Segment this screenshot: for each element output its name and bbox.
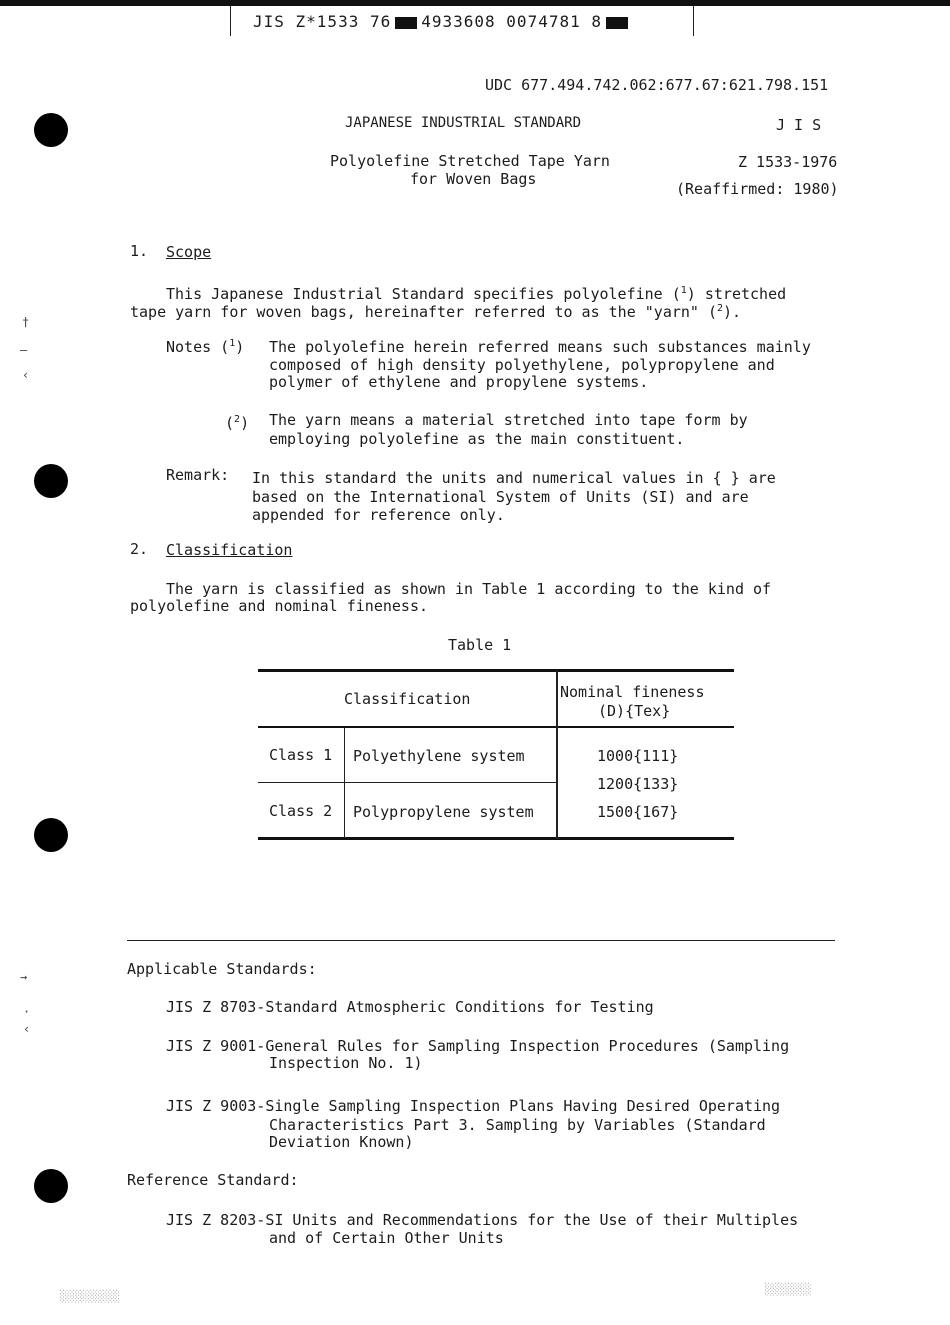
barcode-block-icon [395,17,417,29]
remark-line-3: appended for reference only. [252,506,505,524]
row-2-class: Class 2 [269,802,333,820]
reference-standard-1-line-1: JIS Z 8203-SI Units and Recommendations for the Use of their Multiples [166,1211,799,1229]
row-1-class: Class 1 [269,746,333,764]
margin-mark-icon: ‹ [22,368,30,382]
note-2-label: ($^2$) [225,414,250,432]
document-title-line-2: for Woven Bags [410,170,537,188]
note-1-line-1: The polyolefine herein referred means such substances mainly [269,338,811,356]
fineness-value-3: 1500{167} [597,803,679,821]
udc-code: UDC 677.494.742.062:677.67:621.798.151 [485,76,829,94]
note-1-line-2: composed of high density polyethylene, polypropylene and [269,356,775,374]
table-caption: Table 1 [448,636,512,654]
barcode-header [253,12,632,31]
table-column-divider [556,671,558,839]
classification-paragraph-line-2: polyolefine and nominal fineness. [130,597,429,615]
barcode-text-2: 4933608 0074781 8 [421,12,602,31]
reference-standard-1-line-2: and of Certain Other Units [269,1229,504,1247]
margin-mark-icon: → [20,970,28,984]
standard-number: Z 1533-1976 [738,153,838,171]
applicable-standard-3-line-1: JIS Z 9003-Single Sampling Inspection Plans Having Desired Operating [166,1097,781,1115]
header-classification: Classification [344,690,471,708]
table-subcolumn-divider [344,728,345,838]
scope-paragraph-line-2: tape yarn for woven bags, hereinafter referred to as the "yarn" ($^2$). [130,303,742,321]
margin-mark-icon: ‹ [23,1022,31,1036]
scan-noise-icon: ░░░░░░░ [765,1283,812,1296]
note-1-line-3: polymer of ethylene and propylene systems. [269,373,649,391]
punch-hole-icon [34,1169,68,1203]
section-1-number: 1. [130,242,149,260]
document-title-line-1: Polyolefine Stretched Tape Yarn [330,152,610,170]
header-fineness-line-2: (D){Tex} [598,702,671,720]
fineness-value-1: 1000{111} [597,747,679,765]
reference-standard-heading: Reference Standard: [127,1171,299,1189]
applicable-standard-3-line-3: Deviation Known) [269,1133,414,1151]
table-row-divider [258,782,558,783]
scan-noise-icon: ░░░░░░░░░ [60,1290,120,1303]
reaffirmed-date: (Reaffirmed: 1980) [676,180,839,198]
punch-hole-icon [34,113,68,147]
applicable-standard-2-line-2: Inspection No. 1) [269,1054,423,1072]
table-header-rule [258,726,734,728]
footer-separator [127,940,835,941]
punch-hole-icon [34,464,68,498]
row-1-system: Polyethylene system [353,747,525,765]
section-2-number: 2. [130,540,149,558]
table-bottom-rule [258,837,734,840]
row-2-system: Polypropylene system [353,803,534,821]
margin-mark-icon: — [20,343,28,357]
fineness-value-2: 1200{133} [597,775,679,793]
section-1-heading: Scope [166,243,212,261]
punch-hole-icon [34,818,68,852]
barcode-block-icon [606,17,628,29]
applicable-standard-1: JIS Z 8703-Standard Atmospheric Conditions for Testing [166,998,654,1016]
applicable-standards-heading: Applicable Standards: [127,960,317,978]
remark-line-1: In this standard the units and numerical values in { } are [252,469,776,487]
note-2-line-2: employing polyolefine as the main constituent. [269,430,685,448]
section-2-heading: Classification [166,541,293,559]
applicable-standard-2-line-1: JIS Z 9001-General Rules for Sampling Inspection Procedures (Sampling [166,1037,790,1055]
remark-line-2: based on the International System of Units (SI) and are [252,488,749,506]
barcode-text-1: JIS Z*1533 76 [253,12,392,31]
applicable-standard-3-line-2: Characteristics Part 3. Sampling by Variables (Standard [269,1116,766,1134]
classification-paragraph-line-1: The yarn is classified as shown in Table 1 according to the kind of [166,580,772,598]
margin-mark-icon: † [22,315,30,329]
header-fineness-line-1: Nominal fineness [560,683,705,701]
notes-label: Notes ($^1$) [166,338,245,356]
organization-title: JAPANESE INDUSTRIAL STANDARD [345,115,582,131]
jis-mark: J I S [776,116,822,134]
remark-label: Remark: [166,466,230,484]
table-top-rule [258,669,734,672]
margin-mark-icon: · [23,1005,31,1019]
scope-paragraph-line-1: This Japanese Industrial Standard specifies polyolefine ($^1$) stretched [166,285,787,303]
note-2-line-1: The yarn means a material stretched into tape form by [269,411,748,429]
